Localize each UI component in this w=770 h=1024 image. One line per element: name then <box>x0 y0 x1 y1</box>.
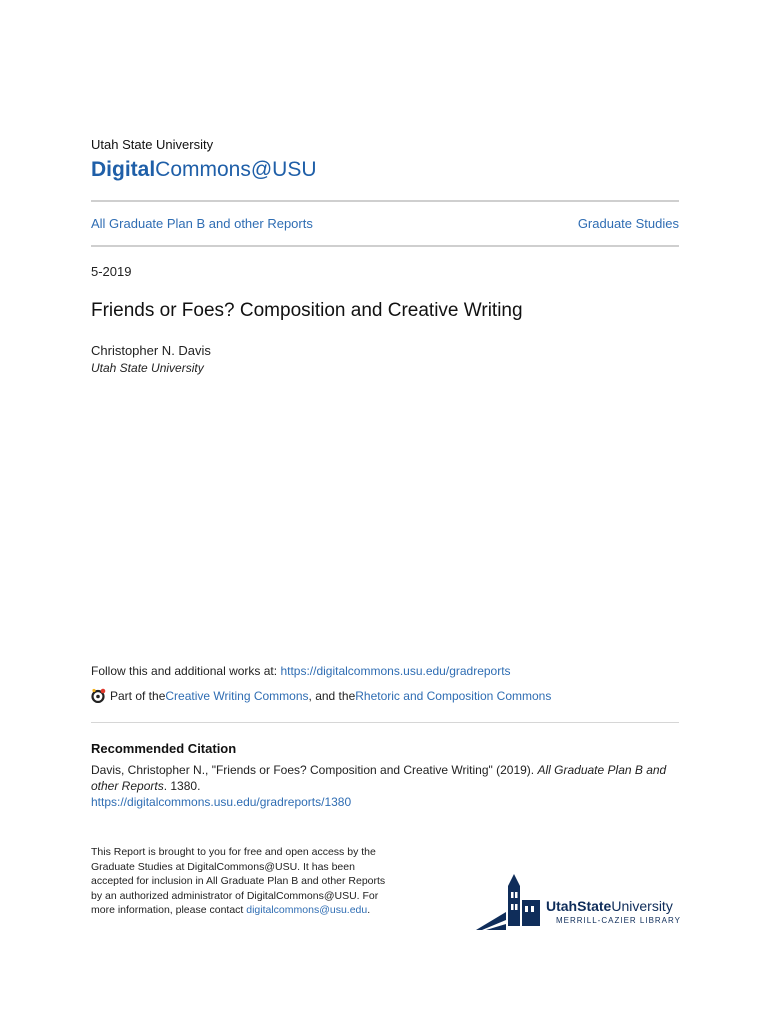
rhetoric-composition-commons-link[interactable]: Rhetoric and Composition Commons <box>355 688 552 703</box>
institution-name: Utah State University <box>91 137 214 152</box>
part-of-line <box>91 688 551 703</box>
network-icon <box>91 688 106 703</box>
access-notice <box>91 845 391 918</box>
citation-heading: Recommended Citation <box>91 741 237 756</box>
divider <box>91 722 679 723</box>
repository-name-bold: Digital <box>91 158 156 181</box>
document-title: Friends or Foes? Composition and Creative Writing <box>91 300 523 321</box>
citation-url-link[interactable]: https://digitalcommons.usu.edu/gradreports/1380 <box>91 795 352 809</box>
follow-url-link[interactable]: https://digitalcommons.usu.edu/gradreports <box>280 664 511 678</box>
notice-end: . <box>367 904 371 916</box>
part-of-prefix: Part of the <box>110 688 166 703</box>
contact-email-link[interactable]: digitalcommons@usu.edu <box>246 904 368 916</box>
part-of-middle: , and the <box>308 688 356 703</box>
follow-prefix: Follow this and additional works at: <box>91 664 281 678</box>
author-name: Christopher N. Davis <box>91 343 211 358</box>
publication-date: 5-2019 <box>91 264 132 279</box>
citation-text: Davis, Christopher N., "Friends or Foes? Composition and Creative Writing" (2019). <box>91 763 538 777</box>
repository-name-rest: Commons@USU <box>155 158 317 181</box>
usu-library-logo <box>476 872 686 932</box>
follow-line <box>91 664 511 678</box>
old-main-tower-icon <box>476 872 546 932</box>
logo-library-name: MERRILL-CAZIER LIBRARY <box>556 916 681 925</box>
citation-number: . 1380. <box>163 779 201 793</box>
author-affiliation: Utah State University <box>91 361 204 375</box>
divider <box>91 245 679 247</box>
logo-wordmark-rest: University <box>611 898 673 914</box>
logo-wordmark-bold: UtahState <box>546 898 612 914</box>
repository-name[interactable] <box>91 158 317 182</box>
citation-series: All Graduate Plan B and other Reports <box>91 763 667 793</box>
collection-link[interactable]: All Graduate Plan B and other Reports <box>91 216 313 231</box>
citation-body <box>91 762 676 810</box>
divider <box>91 200 679 202</box>
department-link[interactable]: Graduate Studies <box>577 216 679 231</box>
notice-text: This Report is brought to you for free and open access by the Graduate Studies at DigitalCommons@USU. It has been accepted for inclusion in All Graduate Plan B and other Reports by an authorized administrator of DigitalCommons@USU. For more information, please contact <box>91 846 386 916</box>
creative-writing-commons-link[interactable]: Creative Writing Commons <box>165 688 309 703</box>
